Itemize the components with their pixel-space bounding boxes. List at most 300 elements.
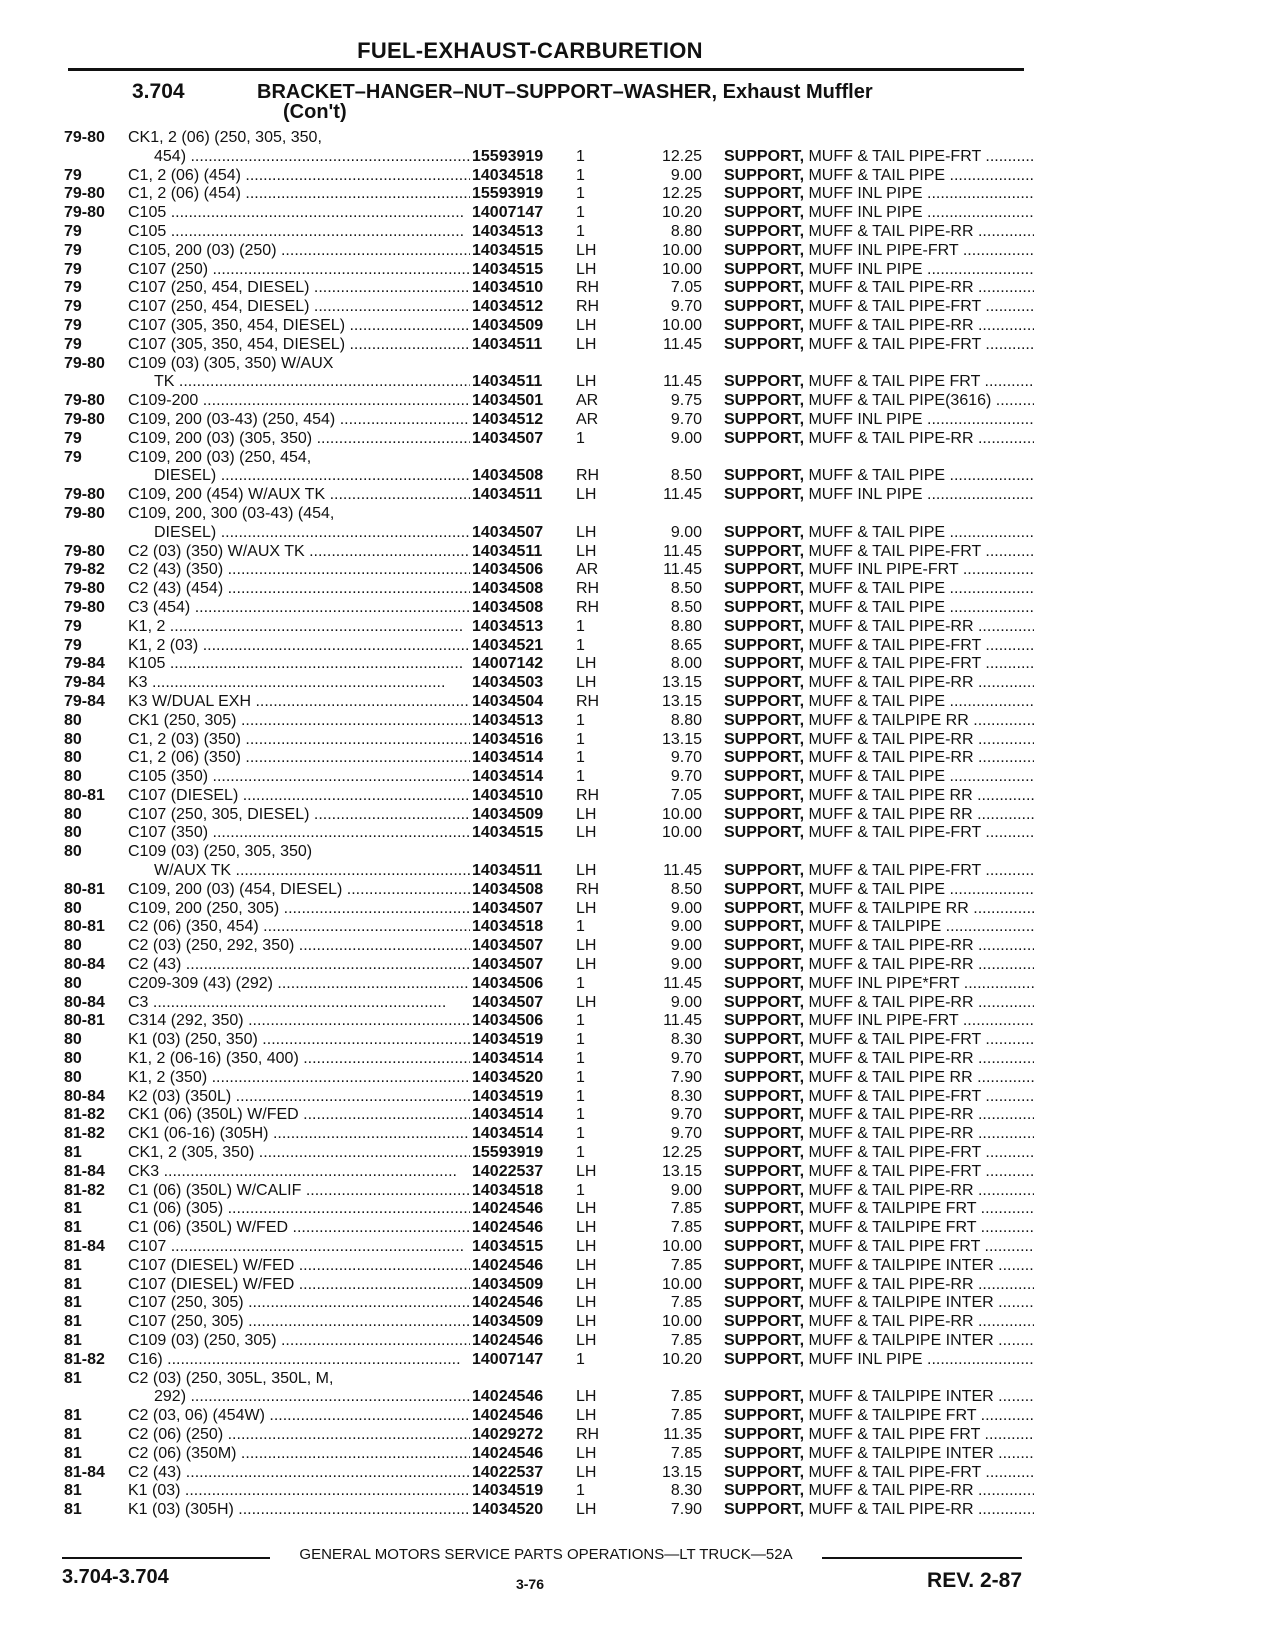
row-description-keyword: SUPPORT, xyxy=(724,222,805,240)
row-description xyxy=(724,749,1034,768)
row-description-text: MUFF & TAILPIPE INTER xyxy=(808,1332,994,1349)
row-description-keyword: SUPPORT, xyxy=(724,880,805,898)
table-row xyxy=(64,261,1034,280)
row-year: 80-81 xyxy=(64,918,105,936)
row-price: 13.15 xyxy=(661,730,702,748)
row-part-number: 14024546 xyxy=(472,1388,544,1406)
row-quantity: AR xyxy=(576,392,599,410)
row-description-text: MUFF & TAILPIPE INTER xyxy=(808,1388,994,1406)
row-price: 9.70 xyxy=(670,1125,702,1143)
row-quantity: RH xyxy=(576,279,600,297)
row-price: 8.65 xyxy=(670,636,702,654)
row-description-keyword: SUPPORT, xyxy=(724,1463,805,1481)
row-part-number: 14024546 xyxy=(472,1200,544,1218)
row-description xyxy=(724,994,1034,1013)
row-price: 11.35 xyxy=(663,1425,702,1443)
row-model: K1 (03) (250, 350) ..... xyxy=(128,1031,470,1050)
row-part-number: 14024546 xyxy=(472,1256,544,1274)
row-year: 79 xyxy=(64,166,82,184)
row-description xyxy=(724,411,1034,430)
row-model: C107 (DIESEL) W/FED ..... xyxy=(128,1257,470,1276)
row-description-keyword: SUPPORT, xyxy=(724,185,805,203)
row-description-text: MUFF INL PIPE xyxy=(808,185,923,203)
row-quantity: LH xyxy=(576,486,597,504)
table-row xyxy=(64,279,1034,298)
row-description xyxy=(724,148,1034,167)
row-quantity: 1 xyxy=(576,711,585,729)
row-part-number: 14034514 xyxy=(472,1125,544,1143)
row-year: 80-81 xyxy=(64,1012,105,1030)
row-price: 11.45 xyxy=(663,974,702,992)
row-description xyxy=(724,204,1034,223)
row-year: 79-80 xyxy=(64,129,105,146)
table-row xyxy=(64,167,1034,186)
row-model: C2 (06) (350, 454) ..... xyxy=(128,918,470,937)
row-description-text: MUFF & TAIL PIPE-RR xyxy=(808,1050,974,1068)
row-model: C109, 200 (03) (454, DIESEL) ..... xyxy=(128,881,470,900)
row-year: 81 xyxy=(64,1294,82,1312)
row-price: 10.00 xyxy=(661,1313,702,1331)
row-year: 81 xyxy=(64,1256,82,1274)
table-row xyxy=(64,1031,1034,1050)
row-quantity: 1 xyxy=(576,147,585,165)
row-description xyxy=(724,655,1034,674)
row-price: 9.70 xyxy=(670,410,702,428)
table-row xyxy=(64,1294,1034,1313)
row-description xyxy=(724,430,1034,449)
row-description-keyword: SUPPORT, xyxy=(724,1275,805,1293)
row-description-text: MUFF & TAIL PIPE-RR xyxy=(808,1106,974,1124)
row-description-text: MUFF & TAIL PIPE-FRT xyxy=(808,1087,981,1105)
row-description-keyword: SUPPORT, xyxy=(724,899,805,917)
row-price: 9.70 xyxy=(670,749,702,767)
row-part-number: 14024546 xyxy=(472,1444,544,1462)
row-description xyxy=(724,467,1034,486)
row-quantity: LH xyxy=(576,1388,597,1406)
row-quantity: RH xyxy=(576,580,600,598)
row-description-keyword: SUPPORT, xyxy=(724,1350,805,1368)
row-model: C1, 2 (06) (454) ..... xyxy=(128,185,470,204)
row-year: 79-80 xyxy=(64,580,105,598)
row-description-text: MUFF & TAIL PIPE-FRT xyxy=(808,335,981,353)
row-year: 80-84 xyxy=(64,1087,105,1105)
page-header-title: FUEL-EXHAUST-CARBURETION xyxy=(357,38,703,63)
row-description xyxy=(724,1200,1034,1219)
row-quantity: 1 xyxy=(576,1012,585,1030)
row-year: 80 xyxy=(64,937,82,955)
row-description xyxy=(724,1332,1034,1351)
row-price: 7.05 xyxy=(670,279,702,297)
row-quantity: LH xyxy=(576,373,597,391)
table-row xyxy=(64,561,1034,580)
row-price: 9.70 xyxy=(670,1106,702,1124)
table-row xyxy=(64,824,1034,843)
row-description xyxy=(724,731,1034,750)
row-quantity: RH xyxy=(576,598,600,616)
row-description xyxy=(724,1482,1034,1501)
row-model: C2 (43) (350) ..... xyxy=(128,561,470,580)
row-model: C107 (250, 305, DIESEL) ..... xyxy=(128,806,470,825)
row-model: C2 (43) ..... xyxy=(128,956,470,975)
row-model: 292) ..... xyxy=(154,1388,470,1407)
row-description-text: MUFF & TAIL PIPE-FRT xyxy=(808,1031,981,1049)
table-row xyxy=(64,524,1034,543)
row-price: 10.00 xyxy=(661,1275,702,1293)
row-quantity: LH xyxy=(576,542,597,560)
table-row xyxy=(64,749,1034,768)
row-description-keyword: SUPPORT, xyxy=(724,298,805,316)
row-price: 9.70 xyxy=(670,298,702,316)
row-model: C3 ..... xyxy=(128,994,470,1013)
row-year: 79 xyxy=(64,260,82,278)
row-model: C105, 200 (03) (250) ..... xyxy=(128,242,470,261)
row-part-number: 14034506 xyxy=(472,561,544,579)
table-row xyxy=(64,900,1034,919)
row-description-keyword: SUPPORT, xyxy=(724,956,805,974)
row-year: 80-81 xyxy=(64,786,105,804)
row-quantity: 1 xyxy=(576,974,585,992)
row-year: 81 xyxy=(64,1482,82,1500)
row-price: 11.45 xyxy=(663,335,702,353)
row-model: C2 (43) (454) ..... xyxy=(128,580,470,599)
table-row xyxy=(64,843,1034,862)
row-year: 79 xyxy=(64,222,82,240)
row-price: 7.90 xyxy=(670,1501,702,1519)
row-description-text: MUFF & TAIL PIPE-RR xyxy=(808,1275,974,1293)
row-description-keyword: SUPPORT, xyxy=(724,279,805,297)
row-description-keyword: SUPPORT, xyxy=(724,241,805,259)
table-row xyxy=(64,1332,1034,1351)
row-model: C107 (250) ..... xyxy=(128,261,470,280)
row-price: 13.15 xyxy=(661,1162,702,1180)
row-price: 11.45 xyxy=(663,542,702,560)
row-quantity: 1 xyxy=(576,636,585,654)
row-price: 7.85 xyxy=(670,1388,702,1406)
row-part-number: 14022537 xyxy=(472,1463,544,1481)
row-description xyxy=(724,1069,1034,1088)
row-description-keyword: SUPPORT, xyxy=(724,711,805,729)
row-model: C105 (350) ..... xyxy=(128,768,470,787)
table-row xyxy=(64,1219,1034,1238)
row-quantity: RH xyxy=(576,1425,600,1443)
row-description-text: MUFF & TAILPIPE INTER xyxy=(808,1294,994,1312)
row-description-keyword: SUPPORT, xyxy=(724,1238,805,1256)
table-row xyxy=(64,148,1034,167)
row-part-number: 14034520 xyxy=(472,1501,544,1519)
row-description-keyword: SUPPORT, xyxy=(724,410,805,428)
table-row xyxy=(64,355,1034,374)
row-price: 13.15 xyxy=(661,692,702,710)
row-model: 454) ..... xyxy=(154,148,470,167)
row-quantity: LH xyxy=(576,993,597,1011)
row-year: 81-84 xyxy=(64,1162,105,1180)
row-part-number: 14007142 xyxy=(472,655,544,673)
row-price: 7.05 xyxy=(670,786,702,804)
row-year: 81 xyxy=(64,1444,82,1462)
row-description xyxy=(724,336,1034,355)
row-description-text: MUFF & TAIL PIPE-RR xyxy=(808,316,974,334)
row-description xyxy=(724,524,1034,543)
row-description-text: MUFF & TAIL PIPE(3616) xyxy=(808,392,992,410)
table-row xyxy=(64,1464,1034,1483)
row-price: 8.50 xyxy=(670,467,702,485)
row-quantity: 1 xyxy=(576,166,585,184)
table-row xyxy=(64,1445,1034,1464)
row-description-text: MUFF & TAIL PIPE-FRT xyxy=(808,862,981,880)
row-price: 7.85 xyxy=(670,1200,702,1218)
row-description xyxy=(724,1238,1034,1257)
row-description xyxy=(724,1182,1034,1201)
row-model: C105 ..... xyxy=(128,223,470,242)
row-year: 80 xyxy=(64,899,82,917)
row-description-text: MUFF & TAIL PIPE-FRT xyxy=(808,542,981,560)
table-row xyxy=(64,467,1034,486)
row-description xyxy=(724,1012,1034,1031)
row-part-number: 14034508 xyxy=(472,598,544,616)
row-description-text: MUFF INL PIPE*FRT xyxy=(808,974,960,992)
row-part-number: 14034508 xyxy=(472,580,544,598)
row-price: 8.80 xyxy=(670,222,702,240)
row-year: 81 xyxy=(64,1219,82,1237)
row-description-keyword: SUPPORT, xyxy=(724,1068,805,1086)
row-year: 81 xyxy=(64,1200,82,1218)
row-description-keyword: SUPPORT, xyxy=(724,862,805,880)
row-model: K2 (03) (350L) ..... xyxy=(128,1088,470,1107)
table-row xyxy=(64,336,1034,355)
table-row xyxy=(64,655,1034,674)
row-description xyxy=(724,862,1034,881)
row-description-text: MUFF & TAILPIPE INTER xyxy=(808,1256,994,1274)
row-price: 13.15 xyxy=(661,1463,702,1481)
footer-page-number: 3-76 xyxy=(515,1576,545,1592)
row-description-text: MUFF & TAILPIPE INTER xyxy=(808,1444,994,1462)
row-description-keyword: SUPPORT, xyxy=(724,1162,805,1180)
row-quantity: 1 xyxy=(576,204,585,222)
row-description-text: MUFF & TAIL PIPE-RR xyxy=(808,429,974,447)
row-description xyxy=(724,1050,1034,1069)
row-part-number: 14024546 xyxy=(472,1407,544,1425)
header-rule xyxy=(68,68,1024,71)
row-description-text: MUFF & TAIL PIPE-FRT xyxy=(808,1144,981,1162)
row-year: 80 xyxy=(64,1031,82,1049)
row-description-keyword: SUPPORT, xyxy=(724,260,805,278)
row-year: 81 xyxy=(64,1275,82,1293)
row-quantity: 1 xyxy=(576,1050,585,1068)
row-description-keyword: SUPPORT, xyxy=(724,617,805,635)
row-model: W/AUX TK ..... xyxy=(154,862,470,881)
row-model: C2 (03) (250, 305L, 350L, M, xyxy=(128,1369,334,1387)
table-row xyxy=(64,956,1034,975)
table-row xyxy=(64,1313,1034,1332)
row-model: C2 (03) (250, 292, 350) ..... xyxy=(128,937,470,956)
row-quantity: 1 xyxy=(576,1125,585,1143)
row-quantity: AR xyxy=(576,561,599,579)
table-row xyxy=(64,543,1034,562)
row-quantity: LH xyxy=(576,1294,597,1312)
row-description-text: MUFF & TAIL PIPE FRT xyxy=(808,373,981,391)
footer-publisher: GENERAL MOTORS SERVICE PARTS OPERATIONS—LT TRUCK—52A xyxy=(299,1546,793,1563)
row-model: C1 (06) (305) ..... xyxy=(128,1200,470,1219)
row-model: K1 (03) ..... xyxy=(128,1482,470,1501)
table-row xyxy=(64,1238,1034,1257)
row-part-number: 14034518 xyxy=(472,1181,544,1199)
row-model: C107 (250, 454, DIESEL) ..... xyxy=(128,279,470,298)
row-quantity: LH xyxy=(576,1444,597,1462)
row-description xyxy=(724,768,1034,787)
row-price: 11.45 xyxy=(663,373,702,391)
row-description-keyword: SUPPORT, xyxy=(724,335,805,353)
row-model: C2 (06) (350M) ..... xyxy=(128,1445,470,1464)
row-price: 8.50 xyxy=(670,880,702,898)
row-model: C109, 200 (03) (305, 350) ..... xyxy=(128,430,470,449)
row-part-number: 14034506 xyxy=(472,1012,544,1030)
row-quantity: LH xyxy=(576,523,597,541)
row-description xyxy=(724,1294,1034,1313)
row-description-keyword: SUPPORT, xyxy=(724,1031,805,1049)
section-number: 3.704 xyxy=(132,80,185,103)
table-row xyxy=(64,674,1034,693)
row-description-text: MUFF & TAIL PIPE-RR xyxy=(808,1181,974,1199)
row-description-keyword: SUPPORT, xyxy=(724,749,805,767)
row-description xyxy=(724,1445,1034,1464)
row-description-keyword: SUPPORT, xyxy=(724,730,805,748)
row-description xyxy=(724,637,1034,656)
row-price: 8.50 xyxy=(670,598,702,616)
row-year: 80 xyxy=(64,711,82,729)
row-quantity: 1 xyxy=(576,1068,585,1086)
row-year: 79 xyxy=(64,617,82,635)
row-description-keyword: SUPPORT, xyxy=(724,1313,805,1331)
row-part-number: 14034514 xyxy=(472,1050,544,1068)
row-description-keyword: SUPPORT, xyxy=(724,1425,805,1443)
table-row xyxy=(64,317,1034,336)
row-part-number: 14034515 xyxy=(472,260,544,278)
row-price: 8.30 xyxy=(670,1087,702,1105)
row-year: 80 xyxy=(64,749,82,767)
row-part-number: 14034510 xyxy=(472,279,544,297)
row-price: 11.45 xyxy=(663,1012,702,1030)
row-quantity: RH xyxy=(576,467,600,485)
row-part-number: 14007147 xyxy=(472,204,544,222)
row-description-text: MUFF & TAIL PIPE-RR xyxy=(808,1313,974,1331)
row-description-keyword: SUPPORT, xyxy=(724,1012,805,1030)
footer-revision: REV. 2-87 xyxy=(927,1569,1022,1592)
table-row xyxy=(64,768,1034,787)
table-row xyxy=(64,1182,1034,1201)
row-description-keyword: SUPPORT, xyxy=(724,467,805,485)
row-description-text: MUFF & TAIL PIPE-FRT xyxy=(808,1162,981,1180)
row-model: C107 (250, 305) ..... xyxy=(128,1313,470,1332)
row-price: 7.90 xyxy=(670,1068,702,1086)
row-year: 79 xyxy=(64,335,82,353)
row-description-keyword: SUPPORT, xyxy=(724,1407,805,1425)
row-year: 81 xyxy=(64,1407,82,1425)
row-description xyxy=(724,806,1034,825)
table-row xyxy=(64,580,1034,599)
row-quantity: LH xyxy=(576,655,597,673)
row-description-keyword: SUPPORT, xyxy=(724,1050,805,1068)
row-description xyxy=(724,543,1034,562)
table-row xyxy=(64,242,1034,261)
row-quantity: 1 xyxy=(576,1106,585,1124)
row-year: 81-84 xyxy=(64,1238,105,1256)
row-model: C107 (DIESEL) ..... xyxy=(128,787,470,806)
row-model: C107 (250, 305) ..... xyxy=(128,1294,470,1313)
row-model: C109, 200, 300 (03-43) (454, xyxy=(128,504,335,522)
row-description-text: MUFF & TAIL PIPE-FRT xyxy=(808,824,981,842)
row-description xyxy=(724,261,1034,280)
row-model: C105 ..... xyxy=(128,204,470,223)
row-description xyxy=(724,392,1034,411)
row-year: 80-81 xyxy=(64,880,105,898)
row-description-text: MUFF INL PIPE-FRT xyxy=(808,561,959,579)
row-description-keyword: SUPPORT, xyxy=(724,392,805,410)
footer-rule-right xyxy=(822,1557,1022,1559)
row-description xyxy=(724,956,1034,975)
row-model: DIESEL) ..... xyxy=(154,467,470,486)
row-description-text: MUFF & TAIL PIPE xyxy=(808,692,946,710)
table-row xyxy=(64,373,1034,392)
row-description-keyword: SUPPORT, xyxy=(724,1294,805,1312)
row-model: CK1, 2 (305, 350) ..... xyxy=(128,1144,470,1163)
row-part-number: 14034510 xyxy=(472,786,544,804)
row-part-number: 14034508 xyxy=(472,880,544,898)
row-part-number: 14034507 xyxy=(472,993,544,1011)
row-description-keyword: SUPPORT, xyxy=(724,993,805,1011)
row-description-keyword: SUPPORT, xyxy=(724,542,805,560)
row-description-keyword: SUPPORT, xyxy=(724,1444,805,1462)
table-row xyxy=(64,731,1034,750)
row-description xyxy=(724,1388,1034,1407)
row-price: 8.30 xyxy=(670,1482,702,1500)
table-row xyxy=(64,129,1034,148)
table-row xyxy=(64,787,1034,806)
row-description xyxy=(724,486,1034,505)
table-row xyxy=(64,1088,1034,1107)
table-row xyxy=(64,975,1034,994)
row-part-number: 14034509 xyxy=(472,1275,544,1293)
row-quantity: LH xyxy=(576,674,597,692)
row-description-text: MUFF & TAILPIPE FRT xyxy=(808,1407,977,1425)
row-price: 9.70 xyxy=(670,768,702,786)
row-model: C109, 200 (03) (250, 454, xyxy=(128,448,312,466)
row-part-number: 14024546 xyxy=(472,1294,544,1312)
row-description-keyword: SUPPORT, xyxy=(724,786,805,804)
row-description xyxy=(724,787,1034,806)
row-part-number: 14024546 xyxy=(472,1332,544,1349)
row-price: 9.00 xyxy=(670,993,702,1011)
table-row xyxy=(64,881,1034,900)
row-price: 10.00 xyxy=(661,1238,702,1256)
row-part-number: 14034513 xyxy=(472,711,544,729)
row-model: TK ..... xyxy=(154,373,470,392)
row-description-text: MUFF & TAIL PIPE RR xyxy=(808,786,973,804)
row-year: 81-82 xyxy=(64,1106,105,1124)
row-year: 79-84 xyxy=(64,674,105,692)
row-model: CK1 (06-16) (305H) ..... xyxy=(128,1125,470,1144)
row-price: 8.80 xyxy=(670,711,702,729)
row-description xyxy=(724,317,1034,336)
row-year: 80-84 xyxy=(64,993,105,1011)
row-description-keyword: SUPPORT, xyxy=(724,1200,805,1218)
row-description-text: MUFF & TAIL PIPE-RR xyxy=(808,730,974,748)
row-part-number: 14034512 xyxy=(472,410,544,428)
row-description-text: MUFF & TAIL PIPE-RR xyxy=(808,956,974,974)
table-row xyxy=(64,430,1034,449)
table-row xyxy=(64,505,1034,524)
row-price: 12.25 xyxy=(661,147,702,165)
row-part-number: 14034508 xyxy=(472,467,544,485)
